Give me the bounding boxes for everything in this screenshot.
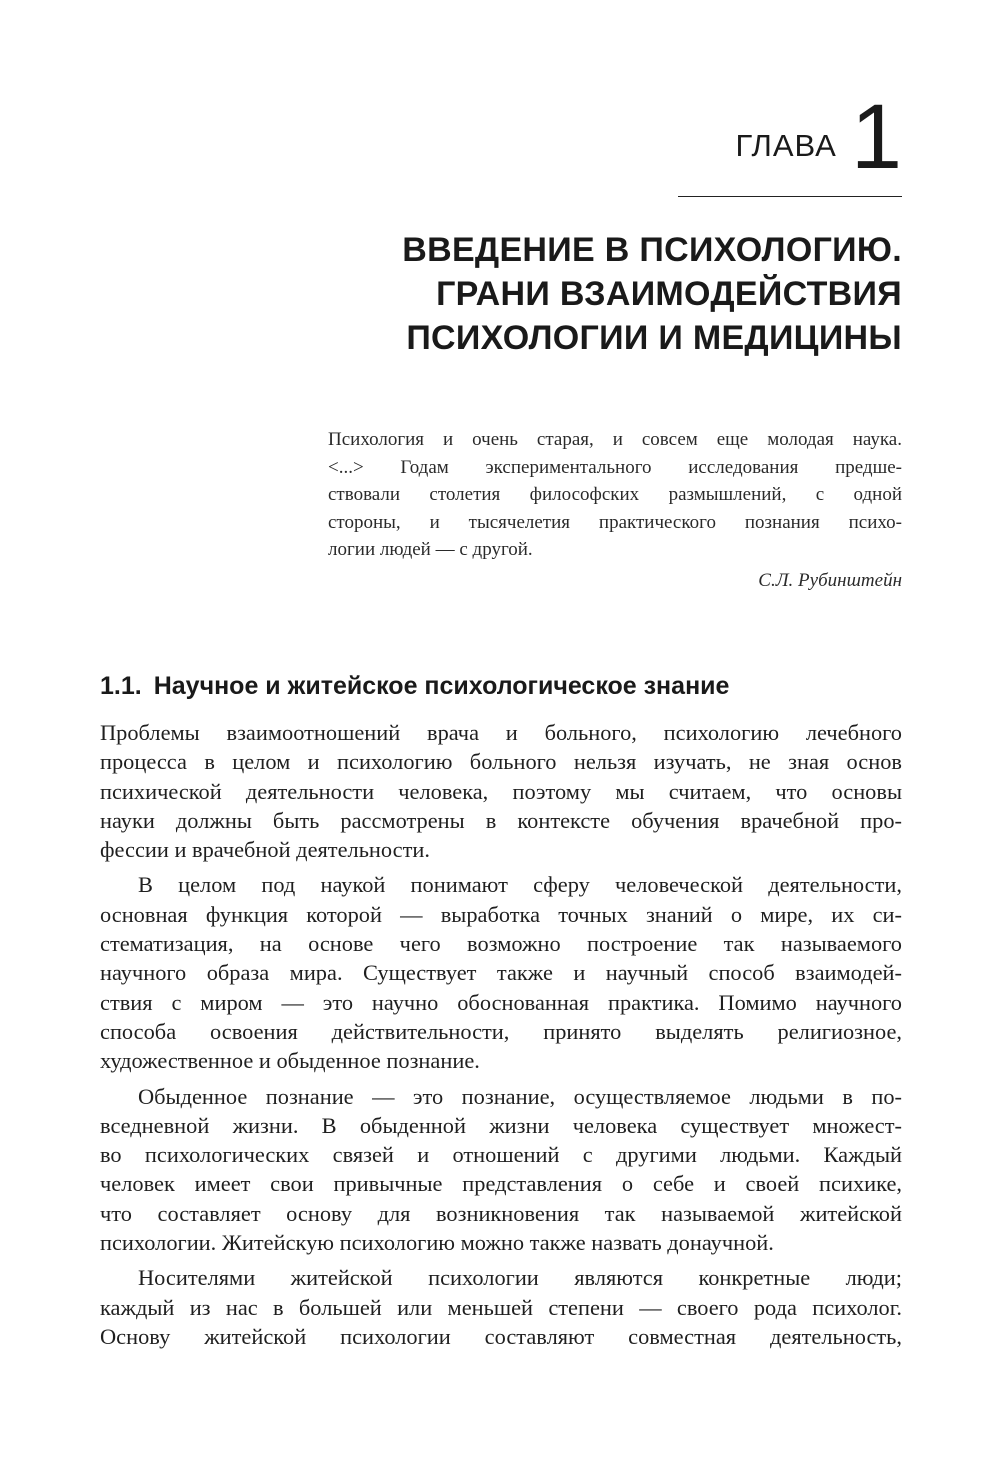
paragraph-line: Обыденное познание — это познание, осуществляемое людьми в по- [138, 1083, 902, 1109]
paragraph-line: психической деятельности человека, поэтому мы считаем, что основы [100, 778, 902, 804]
epigraph-line: логии людей — с другой. [328, 539, 533, 560]
paragraph-line: вседневной жизни. В обыденной жизни человека существует множест- [100, 1112, 902, 1138]
epigraph-line: <...> Годам экспериментального исследования предше- [328, 456, 902, 478]
epigraph-line: Психология и очень старая, и совсем еще молодая наука. [328, 429, 902, 450]
epigraph [328, 426, 902, 564]
paragraph-line: что составляет основу для возникновения так называемой житейской [100, 1200, 902, 1226]
paragraph-line: процесса в целом и психологию больного нельзя изучать, не зная основ [100, 749, 902, 775]
paragraph-line: Основу житейской психологии составляют совместная деятельность, [100, 1323, 902, 1349]
paragraph [100, 718, 902, 864]
paragraph-line: способа освоения действительности, принято выделять религиозное, [100, 1018, 902, 1044]
epigraph-line: стороны, и тысячелетия практического познания психо- [328, 511, 902, 533]
chapter-header [735, 86, 902, 188]
paragraph [100, 1082, 902, 1258]
paragraph-line: фессии и врачебной деятельности. [100, 837, 430, 863]
chapter-divider [678, 196, 902, 197]
chapter-title-line: ГРАНИ ВЗАИМОДЕЙСТВИЯ [436, 275, 902, 313]
section-heading [100, 670, 729, 702]
paragraph-line: ствия с миром — это научно обоснованная практика. Помимо научного [100, 989, 902, 1015]
epigraph-line: ствовали столетия философских размышлений, с одной [328, 484, 902, 505]
body-text [100, 718, 902, 1357]
chapter-number: 1 [850, 86, 902, 188]
paragraph-line: человек имеет свои привычные представления о себе и своей психике, [100, 1171, 902, 1197]
chapter-title-line: ВВЕДЕНИЕ В ПСИХОЛОГИЮ. [402, 231, 902, 269]
paragraph-line: научного образа мира. Существует также и научный способ взаимодей- [100, 960, 902, 986]
paragraph-line: психологии. Житейскую психологию можно также назвать донаучной. [100, 1230, 774, 1256]
paragraph-line: стематизация, на основе чего возможно построение так называемого [100, 931, 902, 957]
paragraph-line: каждый из нас в большей или меньшей степени — своего рода психолог. [100, 1294, 902, 1320]
section-number: 1.1. [100, 672, 142, 700]
paragraph-line: науки должны быть рассмотрены в контексте обучения врачебной про- [100, 807, 902, 833]
paragraph-line: Проблемы взаимоотношений врача и больного, психологию лечебного [100, 720, 902, 745]
paragraph-line: В целом под наукой понимают сферу человеческой деятельности, [138, 872, 902, 898]
epigraph-author: С.Л. Рубинштейн [758, 570, 902, 591]
chapter-title [282, 228, 902, 360]
paragraph-line: во психологических связей и отношений с другими людьми. Каждый [100, 1142, 902, 1168]
paragraph [100, 1263, 902, 1351]
chapter-title-line: ПСИХОЛОГИИ И МЕДИЦИНЫ [406, 319, 902, 357]
chapter-label: ГЛАВА [735, 128, 837, 164]
paragraph-line: основная функция которой — выработка точных знаний о мире, их си- [100, 901, 902, 927]
paragraph-line: Носителями житейской психологии являются конкретные люди; [138, 1265, 902, 1291]
paragraph-line: художественное и обыденное познание. [100, 1048, 480, 1074]
section-title: Научное и житейское психологическое знание [153, 672, 730, 700]
paragraph [100, 870, 902, 1075]
